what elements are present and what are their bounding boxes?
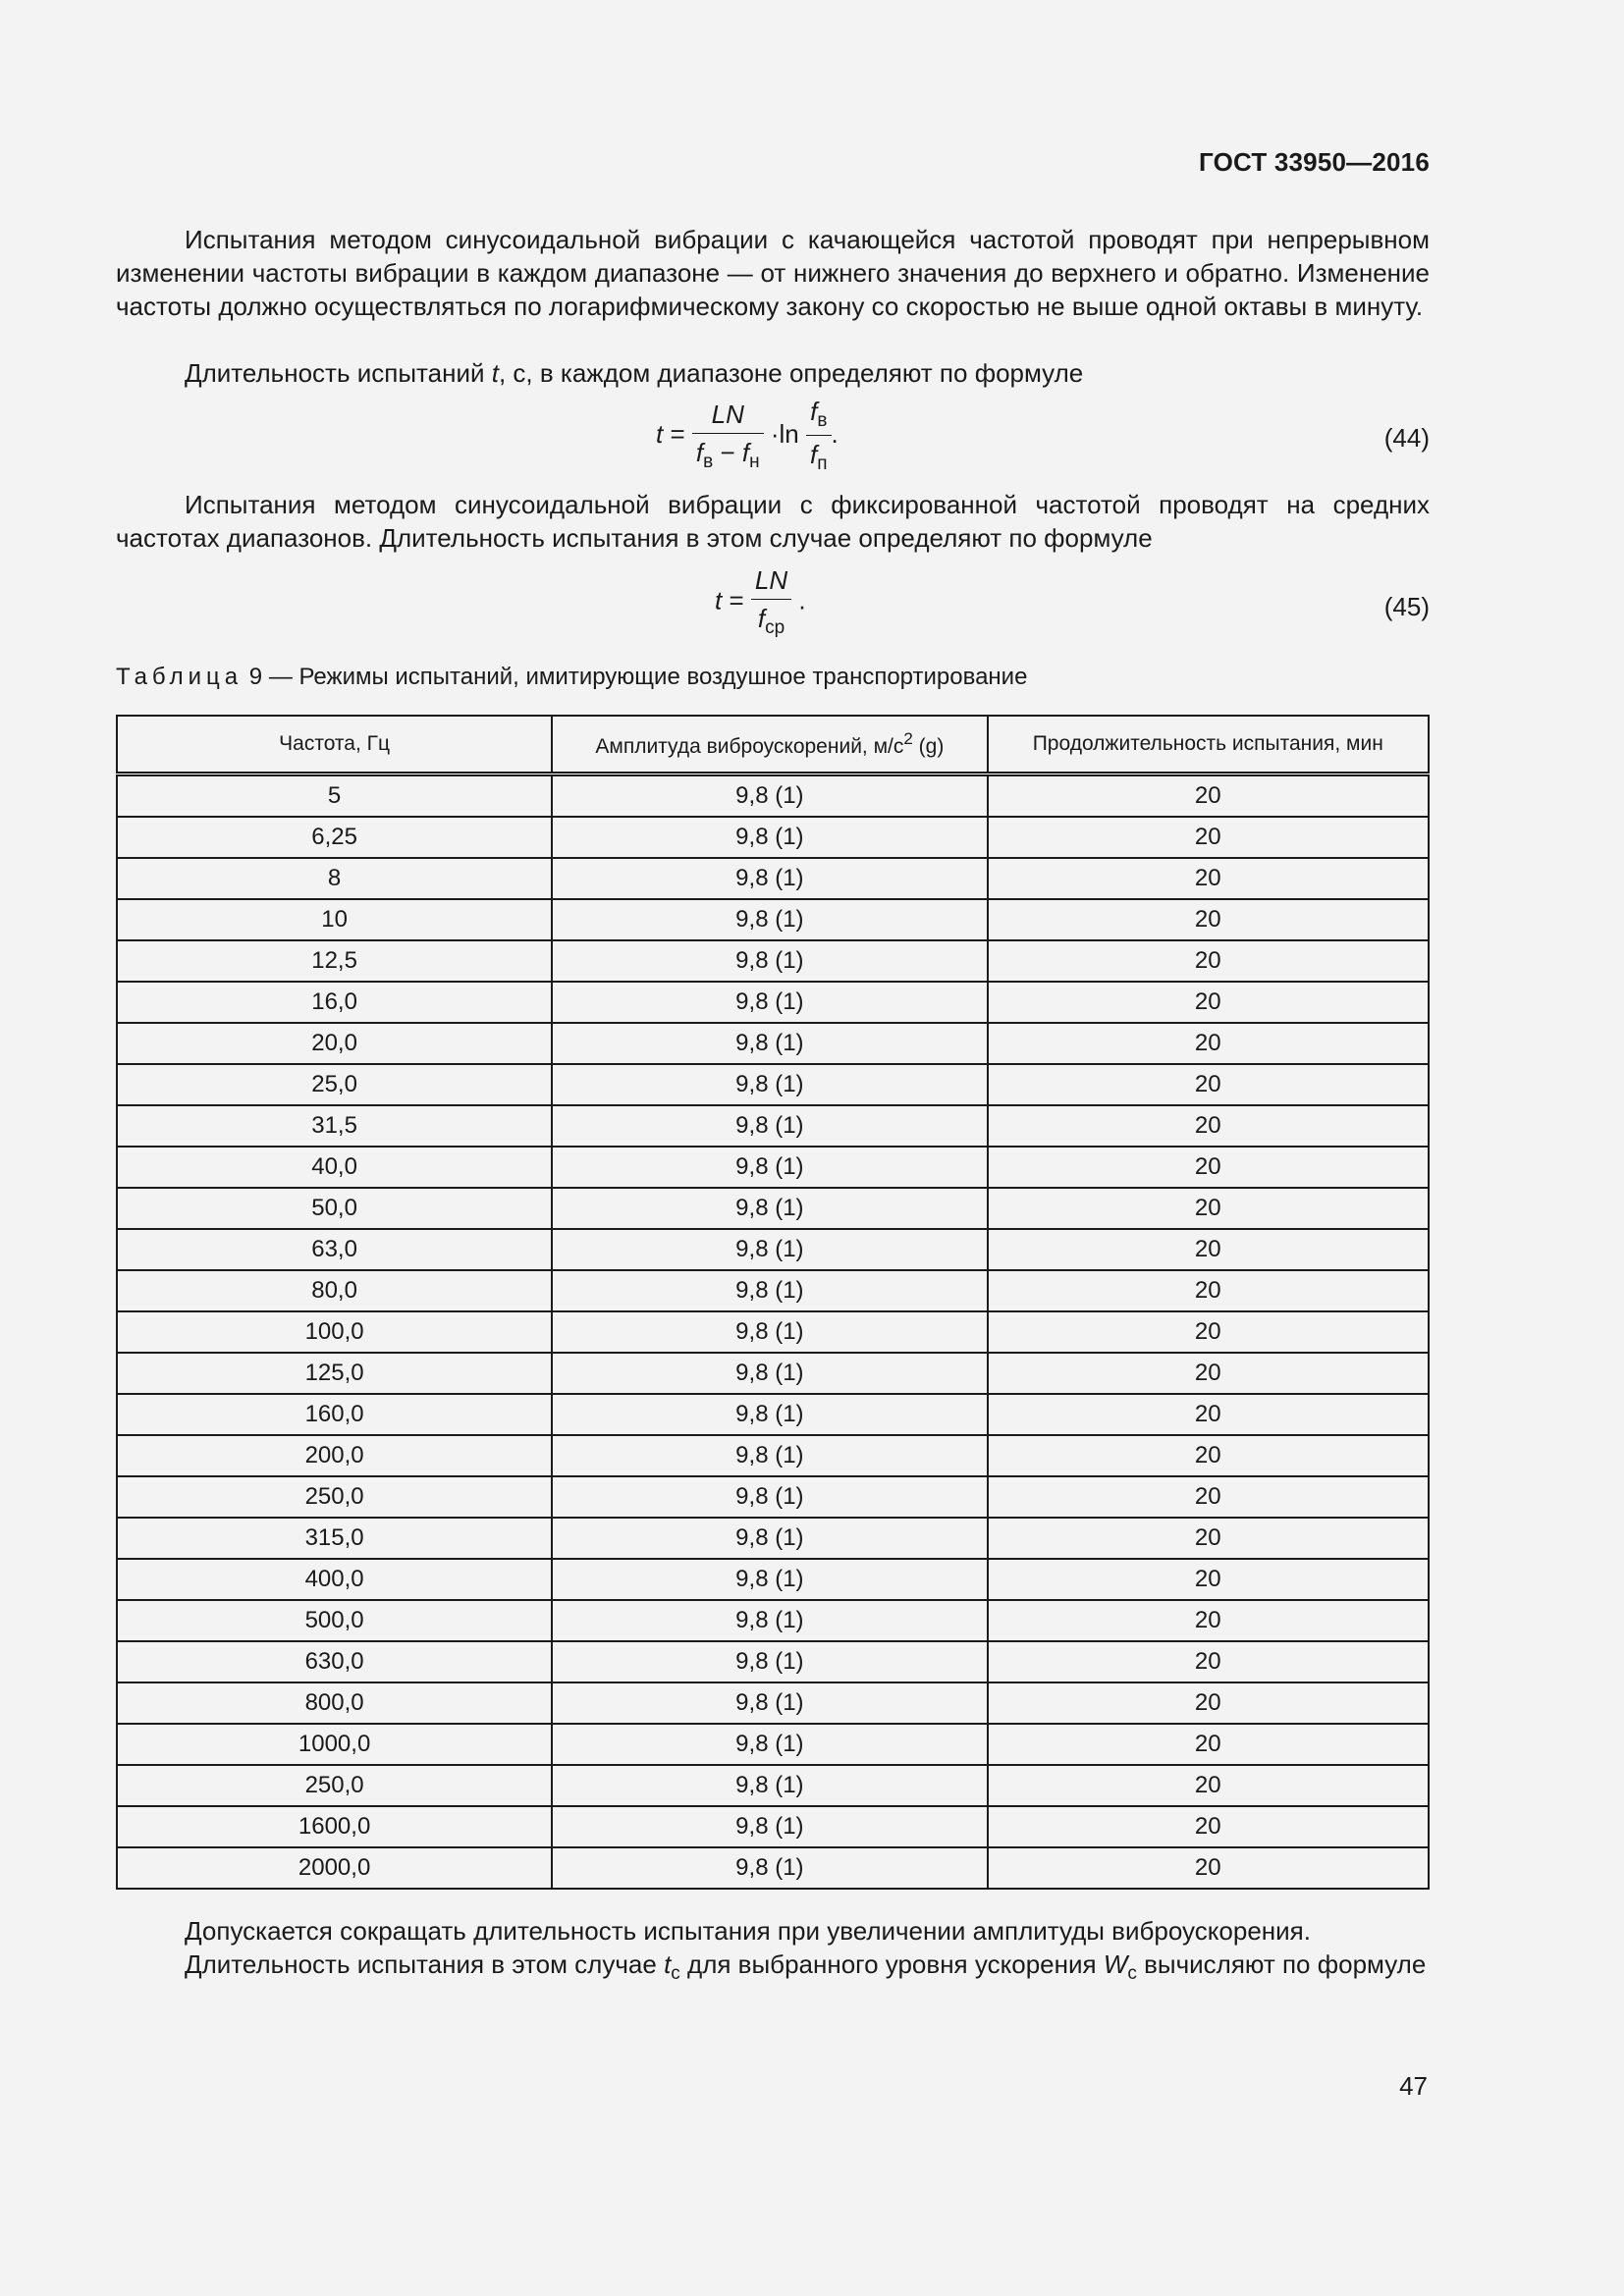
table-row (117, 1188, 1429, 1229)
cell-frequency: 8 (117, 858, 552, 899)
cell-duration: 20 (988, 899, 1429, 940)
superscript: 2 (903, 729, 913, 748)
table-header-row (117, 716, 1429, 774)
cell-amplitude: 9,8 (1) (552, 1435, 987, 1476)
symbol-f: f (695, 437, 704, 467)
header-text: (g) (912, 735, 945, 758)
cell-frequency: 100,0 (117, 1311, 552, 1353)
cell-amplitude: 9,8 (1) (552, 1311, 987, 1353)
table-row (117, 1435, 1429, 1476)
cell-duration: 20 (988, 1023, 1429, 1064)
cell-frequency: 25,0 (117, 1064, 552, 1105)
cell-frequency: 80,0 (117, 1270, 552, 1311)
cell-duration: 20 (988, 1147, 1429, 1188)
cell-amplitude: 9,8 (1) (552, 1518, 987, 1559)
paragraph-shortened-duration (116, 1948, 1430, 1991)
cell-amplitude: 9,8 (1) (552, 1023, 987, 1064)
equation-number-44: (44) (1383, 423, 1430, 453)
table-row (117, 1229, 1429, 1270)
variable-w: W (1103, 1949, 1128, 1979)
table-row (117, 1311, 1429, 1353)
cell-amplitude: 9,8 (1) (552, 1270, 987, 1311)
cell-duration: 20 (988, 1105, 1429, 1147)
cell-duration: 20 (988, 1353, 1429, 1394)
table-row (117, 982, 1429, 1023)
table-caption-label: Таблица (116, 664, 244, 690)
fraction-denominator (751, 600, 791, 639)
text-fragment: для выбранного уровня ускорения (687, 1949, 1097, 1979)
variable-t: t (664, 1949, 672, 1979)
cell-frequency: 1000,0 (117, 1724, 552, 1765)
cell-amplitude: 9,8 (1) (552, 774, 987, 818)
cell-amplitude: 9,8 (1) (552, 1847, 987, 1889)
cell-frequency: 16,0 (117, 982, 552, 1023)
cell-amplitude: 9,8 (1) (552, 1682, 987, 1724)
cell-frequency: 800,0 (117, 1682, 552, 1724)
table-row (117, 1476, 1429, 1518)
table-row (117, 1559, 1429, 1600)
text-fragment: Длительность испытаний (185, 358, 485, 388)
cell-frequency: 315,0 (117, 1518, 552, 1559)
table-row (117, 1023, 1429, 1064)
formula-lhs: t (715, 585, 723, 615)
table-row (117, 1765, 1429, 1806)
table-row (117, 858, 1429, 899)
equation-number-45: (45) (1383, 592, 1430, 621)
table-body (117, 774, 1429, 1890)
minus-sign: − (720, 437, 735, 467)
cell-frequency: 400,0 (117, 1559, 552, 1600)
cell-amplitude: 9,8 (1) (552, 899, 987, 940)
paragraph-text: Испытания методом синусоидальной вибрации с фиксированной частотой проводят на средних частотах диапазонов. Длительность испытания в этом случае определяют по формуле (116, 490, 1430, 553)
column-header-duration: Продолжительность испытания, мин (988, 716, 1429, 774)
cell-duration: 20 (988, 940, 1429, 982)
cell-frequency: 250,0 (117, 1765, 552, 1806)
subscript: н (749, 451, 760, 472)
cell-frequency: 6,25 (117, 817, 552, 858)
fraction-numerator: LN (751, 565, 791, 600)
fraction-numerator: LN (692, 400, 764, 434)
multiply-dot: · (770, 418, 780, 449)
cell-duration: 20 (988, 1270, 1429, 1311)
formula-equals: = (670, 418, 685, 449)
cell-duration: 20 (988, 1765, 1429, 1806)
text-fragment: , с, в каждом диапазоне определяют по формуле (498, 358, 1084, 388)
fraction-denominator (692, 434, 764, 473)
cell-frequency: 31,5 (117, 1105, 552, 1147)
test-modes-table (116, 715, 1430, 1890)
cell-frequency: 630,0 (117, 1641, 552, 1682)
cell-duration: 20 (988, 1476, 1429, 1518)
table-caption-number: 9 (248, 664, 263, 690)
cell-frequency: 125,0 (117, 1353, 552, 1394)
paragraph-shortening (116, 1914, 1430, 1948)
formula-lhs: t (656, 418, 664, 449)
subscript: в (817, 410, 828, 431)
table-row (117, 1064, 1429, 1105)
cell-duration: 20 (988, 982, 1429, 1023)
cell-frequency: 50,0 (117, 1188, 552, 1229)
table-row (117, 774, 1429, 818)
cell-amplitude: 9,8 (1) (552, 1765, 987, 1806)
fraction-frequency-ratio (806, 397, 832, 475)
column-header-amplitude (552, 716, 987, 774)
formula-45 (715, 565, 806, 639)
cell-duration: 20 (988, 1600, 1429, 1641)
symbol-f: f (757, 604, 766, 633)
variable-t: t (491, 358, 499, 388)
paragraph-sweep-test (116, 223, 1430, 323)
cell-duration: 20 (988, 858, 1429, 899)
table-row (117, 1105, 1429, 1147)
cell-amplitude: 9,8 (1) (552, 982, 987, 1023)
cell-amplitude: 9,8 (1) (552, 1724, 987, 1765)
cell-amplitude: 9,8 (1) (552, 817, 987, 858)
cell-duration: 20 (988, 1435, 1429, 1476)
table-row (117, 1147, 1429, 1188)
cell-duration: 20 (988, 1641, 1429, 1682)
subscript: с (1127, 1963, 1137, 1984)
cell-duration: 20 (988, 817, 1429, 858)
cell-frequency: 12,5 (117, 940, 552, 982)
document-code: ГОСТ 33950—2016 (1199, 147, 1430, 177)
cell-amplitude: 9,8 (1) (552, 1064, 987, 1105)
cell-amplitude: 9,8 (1) (552, 1641, 987, 1682)
formula-equals: = (729, 585, 744, 615)
formula-44 (656, 397, 839, 475)
subscript: в (703, 451, 714, 472)
paragraph-text: Допускается сокращать длительность испытания при увеличении амплитуды виброускорения. (185, 1916, 1311, 1946)
cell-duration: 20 (988, 1188, 1429, 1229)
cell-frequency: 500,0 (117, 1600, 552, 1641)
fraction-numerator (806, 397, 832, 436)
table-row (117, 1682, 1429, 1724)
table-row (117, 817, 1429, 858)
cell-amplitude: 9,8 (1) (552, 1105, 987, 1147)
ln-function: ln (779, 418, 799, 449)
cell-frequency: 160,0 (117, 1394, 552, 1435)
fraction-ln-over-diff (692, 400, 764, 473)
cell-duration: 20 (988, 1806, 1429, 1847)
formula-period: . (831, 418, 839, 449)
table-row (117, 1394, 1429, 1435)
fraction-ln-over-fmean (751, 565, 791, 639)
cell-amplitude: 9,8 (1) (552, 1806, 987, 1847)
subscript: с (671, 1963, 680, 1984)
cell-frequency: 5 (117, 774, 552, 818)
table-row (117, 1518, 1429, 1559)
subscript: ср (765, 617, 785, 638)
cell-duration: 20 (988, 774, 1429, 818)
symbol-f: f (810, 397, 818, 426)
cell-duration: 20 (988, 1559, 1429, 1600)
cell-frequency: 250,0 (117, 1476, 552, 1518)
cell-amplitude: 9,8 (1) (552, 1600, 987, 1641)
cell-frequency: 1600,0 (117, 1806, 552, 1847)
cell-amplitude: 9,8 (1) (552, 1188, 987, 1229)
paragraph-text: Испытания методом синусоидальной вибрации с качающейся частотой проводят при непрерывном изменении частоты вибрации в каждом диапазоне — от нижнего значения до верхнего и обратно. Изменение частоты должно осуществляться по логарифмическому закону со скоростью не выше одной октавы в минуту. (116, 225, 1430, 321)
formula-period: . (798, 585, 806, 615)
cell-frequency: 2000,0 (117, 1847, 552, 1889)
cell-duration: 20 (988, 1724, 1429, 1765)
table-row (117, 899, 1429, 940)
cell-duration: 20 (988, 1064, 1429, 1105)
column-header-frequency: Частота, Гц (117, 716, 552, 774)
table-row (117, 940, 1429, 982)
cell-frequency: 63,0 (117, 1229, 552, 1270)
cell-duration: 20 (988, 1682, 1429, 1724)
cell-amplitude: 9,8 (1) (552, 1559, 987, 1600)
cell-frequency: 200,0 (117, 1435, 552, 1476)
table-row (117, 1847, 1429, 1889)
cell-frequency: 40,0 (117, 1147, 552, 1188)
cell-amplitude: 9,8 (1) (552, 1476, 987, 1518)
header-text: Амплитуда виброускорений, м/с (595, 735, 904, 758)
cell-frequency: 20,0 (117, 1023, 552, 1064)
fraction-denominator (806, 436, 832, 475)
table-caption (116, 664, 1027, 691)
symbol-f: f (810, 440, 818, 469)
cell-amplitude: 9,8 (1) (552, 1353, 987, 1394)
page-number: 47 (1399, 2071, 1428, 2101)
table-row (117, 1724, 1429, 1765)
cell-amplitude: 9,8 (1) (552, 1394, 987, 1435)
cell-duration: 20 (988, 1518, 1429, 1559)
cell-duration: 20 (988, 1229, 1429, 1270)
paragraph-fixed-frequency (116, 488, 1430, 555)
cell-duration: 20 (988, 1394, 1429, 1435)
cell-frequency: 10 (117, 899, 552, 940)
table-row (117, 1641, 1429, 1682)
cell-amplitude: 9,8 (1) (552, 858, 987, 899)
cell-amplitude: 9,8 (1) (552, 940, 987, 982)
table-row (117, 1270, 1429, 1311)
cell-amplitude: 9,8 (1) (552, 1147, 987, 1188)
table-row (117, 1806, 1429, 1847)
subscript: п (817, 454, 828, 474)
paragraph-duration-intro (116, 356, 1430, 390)
cell-duration: 20 (988, 1311, 1429, 1353)
table-caption-text: — Режимы испытаний, имитирующие воздушное транспортирование (268, 664, 1028, 690)
text-fragment: вычисляют по формуле (1144, 1949, 1427, 1979)
cell-amplitude: 9,8 (1) (552, 1229, 987, 1270)
cell-duration: 20 (988, 1847, 1429, 1889)
text-fragment: Длительность испытания в этом случае (185, 1949, 657, 1979)
table-row (117, 1600, 1429, 1641)
table-row (117, 1353, 1429, 1394)
symbol-f: f (741, 437, 750, 467)
